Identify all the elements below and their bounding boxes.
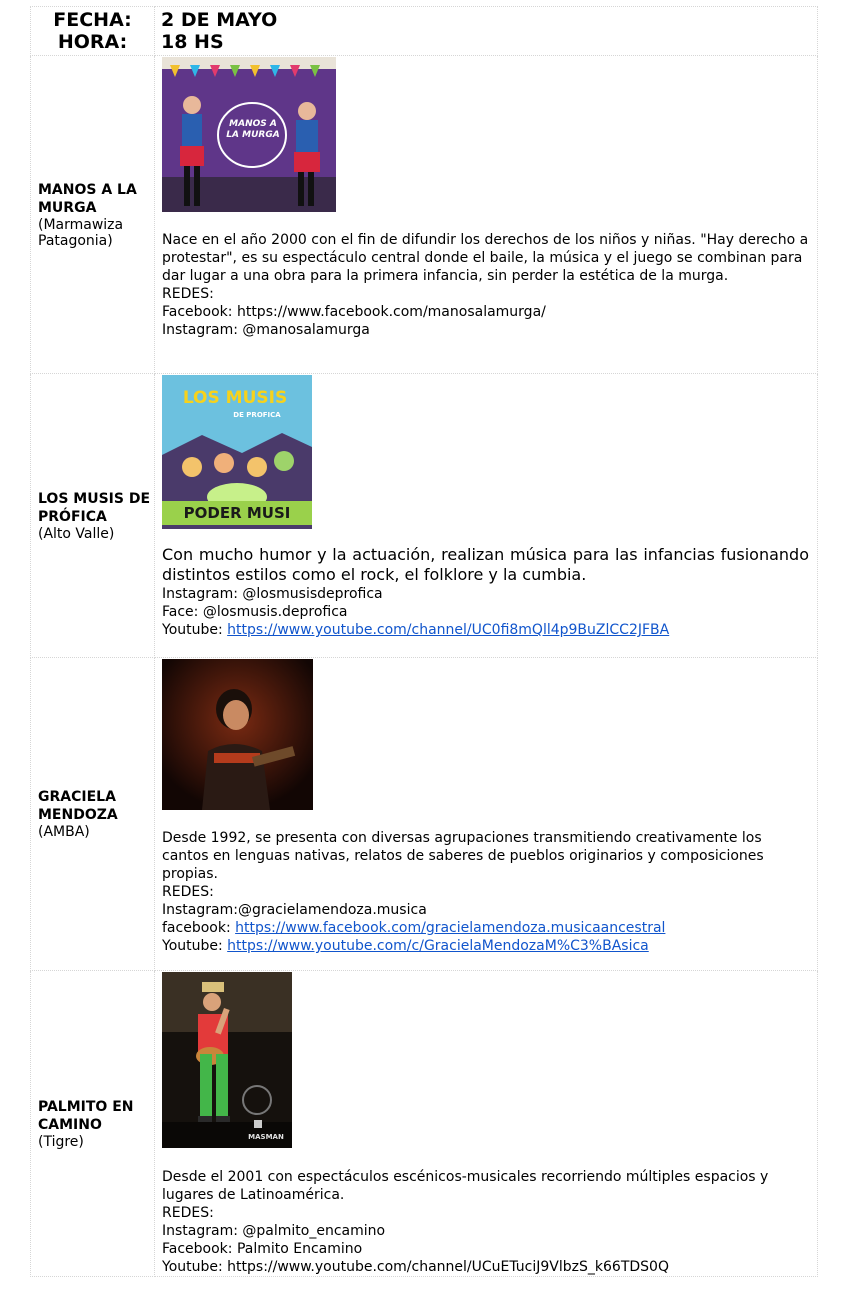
link-label: Facebook: bbox=[162, 304, 237, 320]
redes-label: REDES: bbox=[162, 884, 214, 900]
act-row bbox=[31, 374, 818, 658]
facebook-line bbox=[162, 603, 809, 621]
fecha-label: FECHA: bbox=[53, 9, 132, 31]
act-photo bbox=[162, 375, 312, 529]
link-label: Youtube: bbox=[162, 1259, 228, 1275]
act-name-cell bbox=[31, 658, 155, 971]
palmito-photo-watermark: MASMAN bbox=[248, 1133, 284, 1141]
date-time-row bbox=[31, 7, 818, 56]
schedule-table bbox=[30, 6, 818, 1277]
instagram-handle: @manosalamurga bbox=[242, 322, 370, 338]
palmito-photo-illustration bbox=[162, 972, 292, 1148]
act-origin: (Alto Valle) bbox=[38, 525, 115, 542]
link-label: Instagram: bbox=[162, 322, 243, 338]
facebook-handle: Palmito Encamino bbox=[236, 1241, 363, 1257]
date-time-labels bbox=[31, 7, 155, 56]
act-content bbox=[155, 658, 818, 971]
act-name: GRACIELA MENDOZA bbox=[38, 789, 118, 823]
act-content bbox=[155, 56, 818, 374]
redes-label: REDES: bbox=[162, 1205, 214, 1221]
facebook-line bbox=[162, 1240, 809, 1258]
facebook-handle: @losmusis.deprofica bbox=[202, 604, 348, 620]
act-description: Desde 1992, se presenta con diversas agrupaciones transmitiendo creativamente los cantos en lenguas nativas, relatos de saberes de pueblos originarios y composiciones propias. bbox=[162, 830, 764, 882]
fecha-value: 2 DE MAYO bbox=[161, 9, 278, 31]
link-label: Instagram: bbox=[162, 586, 243, 602]
act-row bbox=[31, 971, 818, 1277]
instagram-line bbox=[162, 1222, 809, 1240]
murga-photo-caption: MANOS A LA MURGA bbox=[226, 119, 280, 140]
link-label: Instagram: bbox=[162, 1223, 243, 1239]
act-origin: (Tigre) bbox=[38, 1133, 84, 1150]
act-content bbox=[155, 374, 818, 658]
facebook-line bbox=[162, 303, 809, 321]
act-content bbox=[155, 971, 818, 1277]
youtube-line bbox=[162, 621, 809, 639]
graciela-photo-illustration bbox=[162, 659, 313, 810]
link-label: facebook: bbox=[162, 920, 236, 936]
facebook-url: https://www.facebook.com/manosalamurga/ bbox=[236, 304, 546, 320]
link-label: Youtube: bbox=[162, 622, 228, 638]
instagram-line bbox=[162, 321, 809, 339]
act-description: Desde el 2001 con espectáculos escénicos-musicales recorriendo múltiples espacios y lugares de Latinoamérica. bbox=[162, 1169, 769, 1203]
act-name: LOS MUSIS DE PRÓFICA bbox=[38, 490, 151, 525]
link-label: Instagram: bbox=[162, 902, 238, 918]
musis-poster-footer: PODER MUSI bbox=[183, 504, 291, 522]
act-name: MANOS A LA MURGA bbox=[38, 181, 137, 216]
instagram-line bbox=[162, 901, 809, 919]
facebook-link[interactable]: https://www.facebook.com/gracielamendoza.musicaancestral bbox=[235, 920, 666, 936]
act-photo bbox=[162, 659, 313, 810]
youtube-line bbox=[162, 937, 809, 955]
act-name-cell bbox=[31, 971, 155, 1277]
youtube-link[interactable]: https://www.youtube.com/c/GracielaMendozaM%C3%BAsica bbox=[227, 938, 649, 954]
musis-poster-title: LOS MUSIS bbox=[182, 388, 288, 408]
youtube-url: https://www.youtube.com/channel/UCuETuciJ9VlbzS_k66TDS0Q bbox=[227, 1259, 669, 1275]
link-label: Youtube: bbox=[162, 938, 228, 954]
youtube-link[interactable]: https://www.youtube.com/channel/UC0fi8mQll4p9BuZlCC2JFBA bbox=[227, 622, 670, 638]
act-name-cell bbox=[31, 374, 155, 658]
date-time-values bbox=[155, 7, 818, 56]
link-label: Facebook: bbox=[162, 1241, 237, 1257]
act-origin: (Marmawiza Patagonia) bbox=[38, 216, 124, 249]
facebook-line bbox=[162, 919, 809, 937]
instagram-line bbox=[162, 585, 809, 603]
hora-label: HORA: bbox=[57, 31, 128, 53]
act-photo bbox=[162, 57, 336, 212]
act-row bbox=[31, 658, 818, 971]
act-origin: (AMBA) bbox=[38, 824, 90, 840]
youtube-line bbox=[162, 1258, 809, 1276]
instagram-handle: @losmusisdeprofica bbox=[242, 586, 383, 602]
instagram-handle: @palmito_encamino bbox=[242, 1223, 386, 1239]
act-description: Con mucho humor y la actuación, realizan música para las infancias fusionando distintos estilos como el rock, el folklore y la cumbia. bbox=[162, 545, 809, 584]
redes-label: REDES: bbox=[162, 286, 214, 302]
link-label: Face: bbox=[162, 604, 203, 620]
musis-poster-subtitle: DE PROFICA bbox=[233, 411, 281, 419]
instagram-handle: @gracielamendoza.musica bbox=[237, 902, 427, 918]
act-row bbox=[31, 56, 818, 374]
hora-value: 18 HS bbox=[161, 31, 224, 53]
schedule-sheet bbox=[30, 6, 817, 1277]
act-name-cell bbox=[31, 56, 155, 374]
act-name: PALMITO EN CAMINO bbox=[38, 1098, 134, 1133]
act-photo bbox=[162, 972, 292, 1148]
act-description: Nace en el año 2000 con el fin de difundir los derechos de los niños y niñas. "Hay derecho a protestar", es su espectáculo central donde el baile, la música y el juego se combinan para dar lugar a una obra para la primera infancia, sin perder la estética de la murga. bbox=[162, 232, 809, 284]
